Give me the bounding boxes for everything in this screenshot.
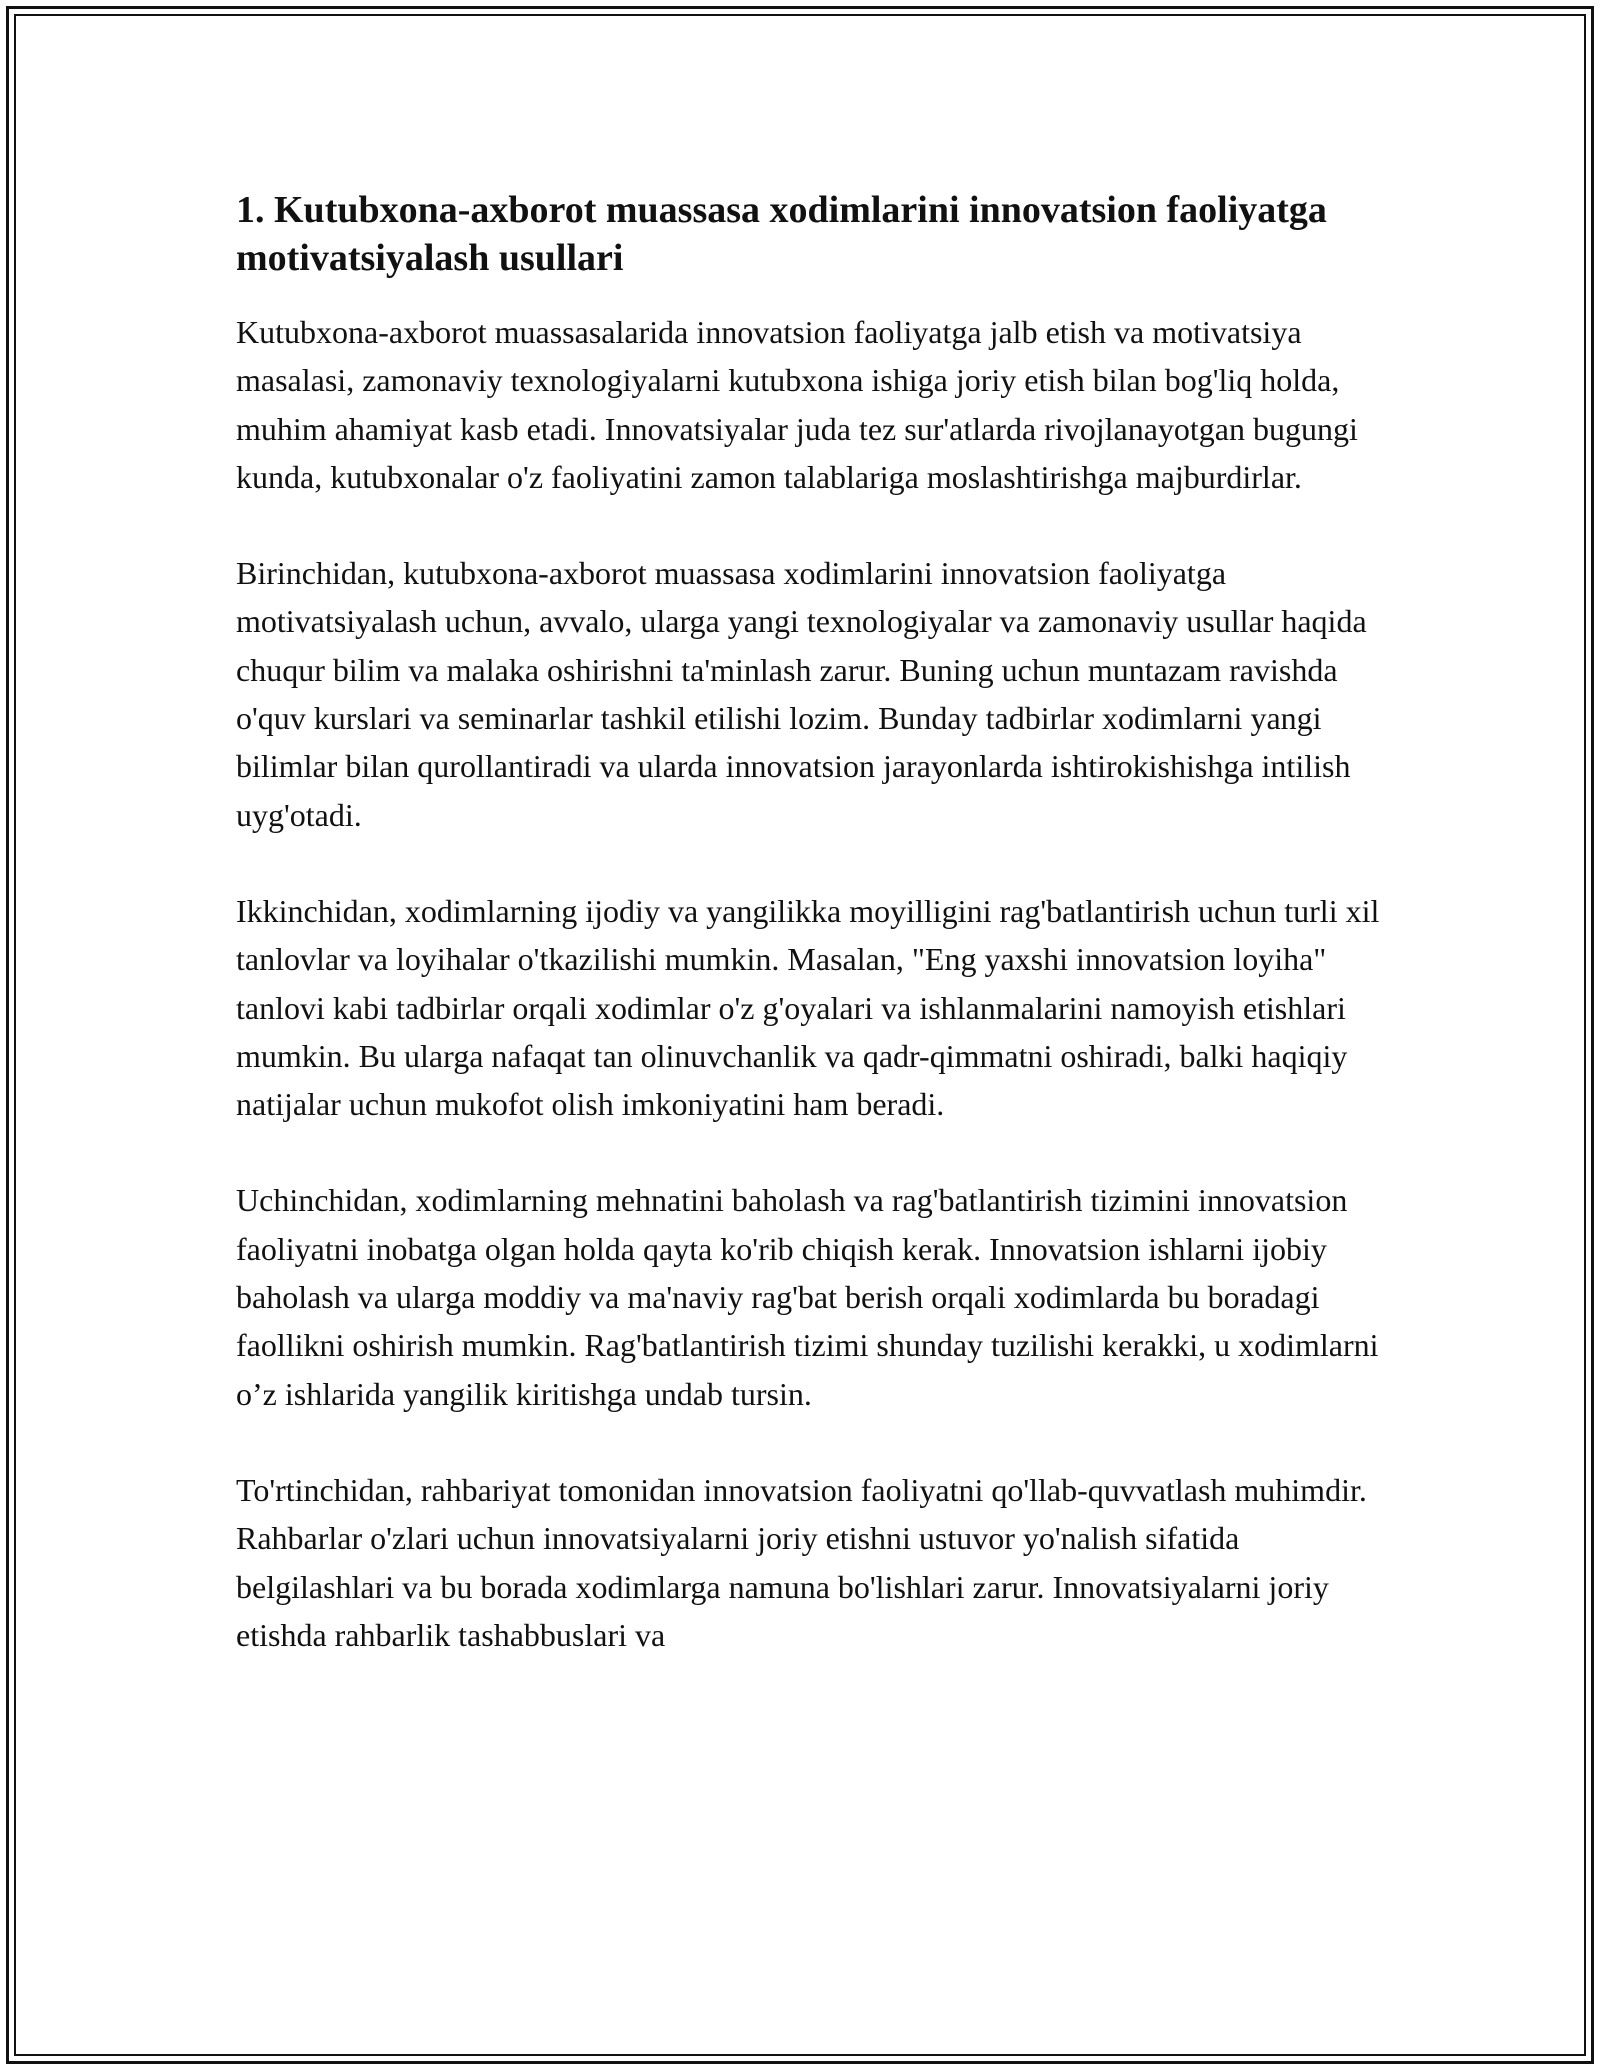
document-body	[236, 186, 1386, 1707]
section-title: 1. Kutubxona-axborot muassasa xodimlarini innovatsion faoliyatga motivatsiyalash usullari	[236, 189, 1327, 279]
paragraph-second: Ikkinchidan, xodimlarning ijodiy va yangilikka moyilligini rag'batlantirish uchun turli xil tanlovlar va loyihalar o'tkazilishi mumkin. Masalan, "Eng yaxshi innovatsion loyiha" tanlovi kabi tadbirlar orqali xodimlar o'z g'oyalari va ishlanmalarini namoyish etishlari mumkin. Bu ularga nafaqat tan olinuvchanlik va qadr-qimmatni oshiradi, balki haqiqiy natijalar uchun mukofot olish imkoniyatini ham beradi.	[236, 892, 1380, 1123]
paragraph-fourth: To'rtinchidan, rahbariyat tomonidan innovatsion faoliyatni qo'llab-quvvatlash muhimdir. Rahbarlar o'zlari uchun innovatsiyalarni joriy etishni ustuvor yo'nalish sifatida belgilashlari va bu borada xodimlarga namuna bo'lishlari zarur. Innovatsiyalarni joriy etishda rahbarlik tashabbuslari va	[236, 1471, 1367, 1653]
paragraph-third: Uchinchidan, xodimlarning mehnatini baholash va rag'batlantirish tizimini innovatsion faoliyatni inobatga olgan holda qayta ko'rib chiqish kerak. Innovatsion ishlarni ijobiy baholash va ularga moddiy va ma'naviy rag'bat berish orqali xodimlarda bu boradagi faollikni oshirish mumkin. Rag'batlantirish tizimi shunday tuzilishi kerakki, u xodimlarni o’z ishlarida yangilik kiritishga undab tursin.	[236, 1182, 1379, 1412]
paragraph-first: Birinchidan, kutubxona-axborot muassasa xodimlarini innovatsion faoliyatga motivatsiyalash uchun, avvalo, ularga yangi texnologiyalar va zamonaviy usullar haqida chuqur bilim va malaka oshirishni ta'minlash zarur. Buning uchun muntazam ravishda o'quv kurslari va seminarlar tashkil etilishi lozim. Bunday tadbirlar xodimlarni yangi bilimlar bilan qurollantiradi va ularda innovatsion jarayonlarda ishtirokishishga intilish uyg'otadi.	[236, 555, 1367, 833]
paragraph-intro: Kutubxona-axborot muassasalarida innovatsion faoliyatga jalb etish va motivatsiya masalasi, zamonaviy texnologiyalarni kutubxona ishiga joriy etish bilan bog'liq holda, muhim ahamiyat kasb etadi. Innovatsiyalar juda tez sur'atlarda rivojlanayotgan bugungi kunda, kutubxonalar o'z faoliyatini zamon talablariga moslashtirishga majburdirlar.	[236, 314, 1358, 495]
